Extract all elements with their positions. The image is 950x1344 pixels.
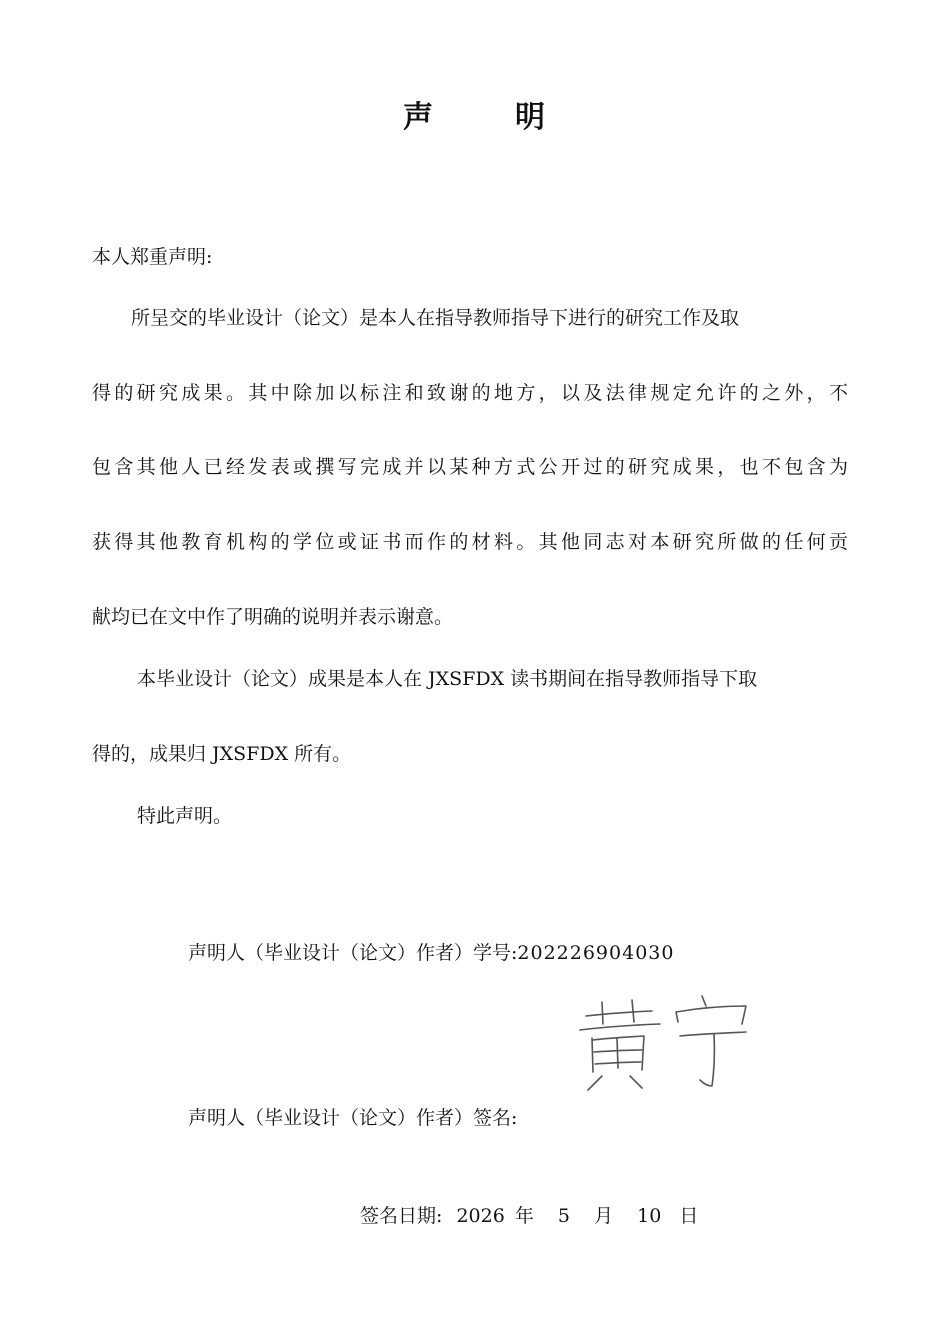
closing-line: 特此声明。: [137, 805, 233, 827]
para2-line-1: 本毕业设计（论文）成果是本人在 JXSFDX 读书期间在指导教师指导下取: [137, 668, 758, 690]
date-day-unit: 日: [679, 1205, 699, 1227]
opening-line: 本人郑重声明:: [92, 246, 213, 268]
student-id-value: 202226904030: [517, 942, 675, 964]
title-right-char: 明: [515, 100, 547, 135]
para1-line-3: 包含其他人已经发表或撰写完成并以某种方式公开过的研究成果，也不包含为: [92, 456, 848, 478]
para2-line-2: 得的，成果归 JXSFDX 所有。: [92, 743, 352, 765]
date-month-unit: 月: [594, 1205, 614, 1227]
para1-line-1: 所呈交的毕业设计（论文）是本人在指导教师指导下进行的研究工作及取: [131, 307, 740, 329]
para1-line-2: 得的研究成果。其中除加以标注和致谢的地方，以及法律规定允许的之外，不: [92, 382, 848, 404]
signature-date-row: [360, 1207, 698, 1226]
para1-line-5: 献均已在文中作了明确的说明并表示谢意。: [92, 606, 454, 628]
date-day: 10: [637, 1205, 662, 1227]
date-year-unit: 年: [514, 1205, 534, 1227]
handwritten-signature: [574, 994, 754, 1094]
student-id-row: [188, 944, 674, 963]
page-title: [0, 92, 950, 136]
date-month: 5: [557, 1205, 571, 1227]
student-id-label: 声明人（毕业设计（论文）作者）学号:: [188, 942, 518, 964]
signature-label: 声明人（毕业设计（论文）作者）签名:: [188, 1107, 518, 1129]
date-label: 签名日期:: [360, 1205, 443, 1227]
date-year: 2026: [456, 1205, 505, 1227]
title-left-char: 声: [403, 100, 435, 135]
para1-line-4: 获得其他教育机构的学位或证书而作的材料。其他同志对本研究所做的任何贡: [92, 531, 848, 553]
